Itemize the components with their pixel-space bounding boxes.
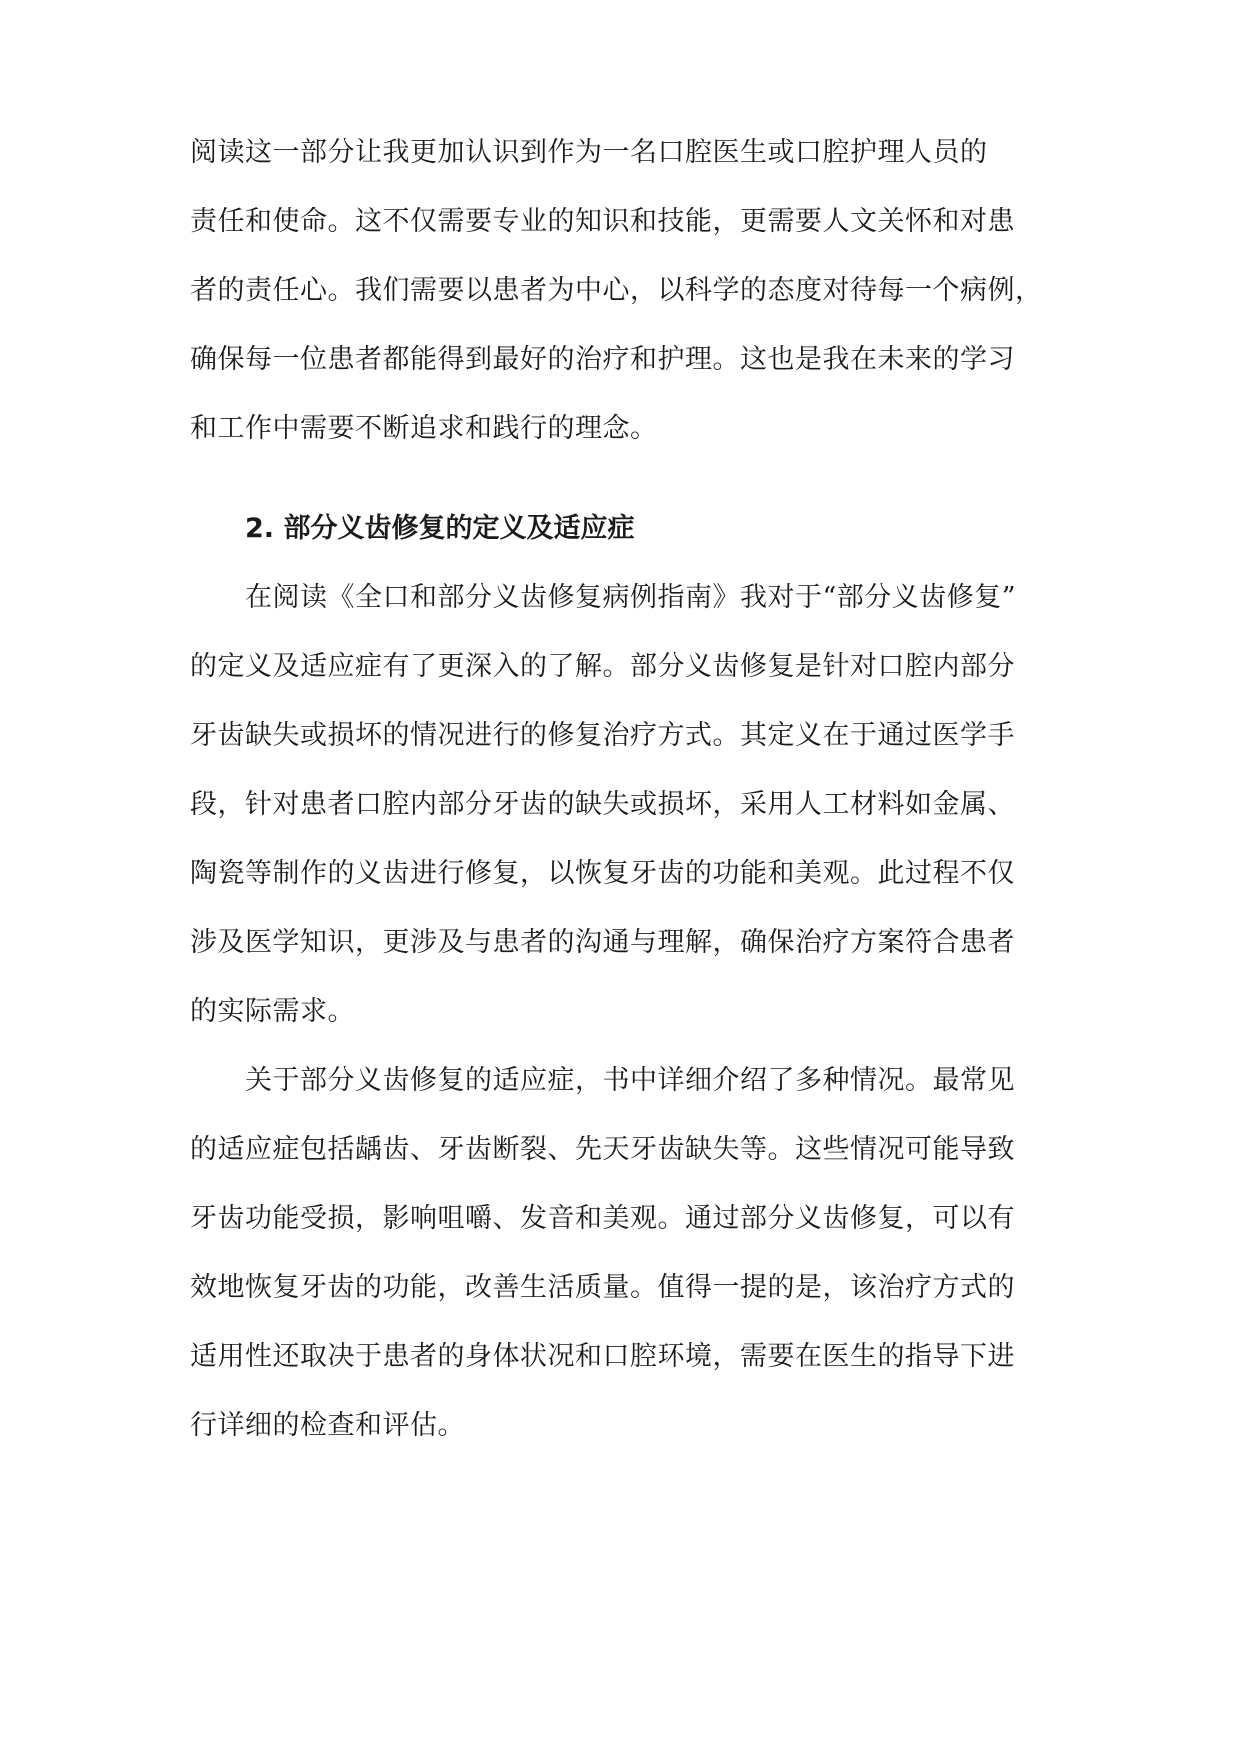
body-text-line: 适用性还取决于患者的身体状况和口腔环境，需要在医生的指导下进 (190, 1341, 1015, 1372)
body-text-line: 效地恢复牙齿的功能，改善生活质量。值得一提的是，该治疗方式的 (190, 1272, 1015, 1303)
body-text-line: 的实际需求。 (190, 996, 355, 1027)
body-text-line: 陶瓷等制作的义齿进行修复，以恢复牙齿的功能和美观。此过程不仅 (190, 858, 1015, 889)
body-text-line: 的适应症包括龋齿、牙齿断裂、先天牙齿缺失等。这些情况可能导致 (190, 1134, 1015, 1165)
body-text-line: 牙齿功能受损，影响咀嚼、发音和美观。通过部分义齿修复，可以有 (190, 1203, 1015, 1234)
body-text-line: 者的责任心。我们需要以患者为中心，以科学的态度对待每一个病例， (190, 275, 1043, 306)
body-text-line: 确保每一位患者都能得到最好的治疗和护理。这也是我在未来的学习 (190, 344, 1015, 375)
body-text-line: 行详细的检查和评估。 (190, 1410, 465, 1441)
body-text-line: 责任和使命。这不仅需要专业的知识和技能，更需要人文关怀和对患 (190, 206, 1015, 237)
body-text-line: 关于部分义齿修复的适应症，书中详细介绍了多种情况。最常见 (245, 1065, 1015, 1096)
body-text-line: 的定义及适应症有了更深入的了解。部分义齿修复是针对口腔内部分 (190, 651, 1015, 682)
body-text-line: 涉及医学知识，更涉及与患者的沟通与理解，确保治疗方案符合患者 (190, 927, 1015, 958)
body-text-line: 和工作中需要不断追求和践行的理念。 (190, 413, 658, 444)
body-text-line: 段，针对患者口腔内部分牙齿的缺失或损坏，采用人工材料如金属、 (190, 789, 1015, 820)
body-text-line: 在阅读《全口和部分义齿修复病例指南》我对于“部分义齿修复” (245, 582, 1017, 613)
body-text-line: 阅读这一部分让我更加认识到作为一名口腔医生或口腔护理人员的 (190, 137, 988, 168)
body-text-line: 牙齿缺失或损坏的情况进行的修复治疗方式。其定义在于通过医学手 (190, 720, 1015, 751)
section-heading: 2. 部分义齿修复的定义及适应症 (245, 513, 635, 544)
